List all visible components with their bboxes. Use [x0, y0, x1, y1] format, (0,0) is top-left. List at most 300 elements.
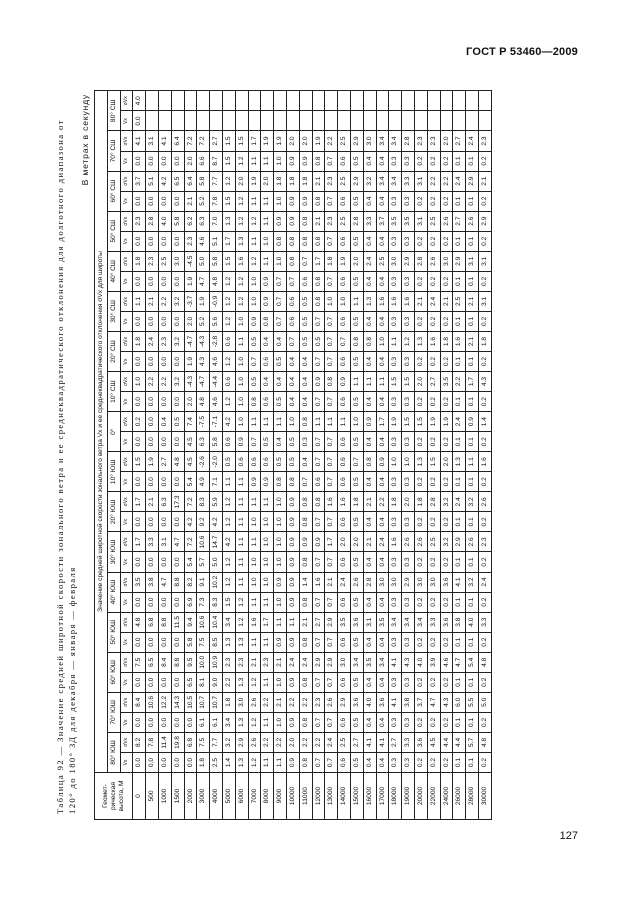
vx-cell: 4.6	[210, 392, 223, 412]
header-row-latitudes	[107, 91, 120, 820]
sigma-vx-cell: 7.4	[184, 412, 197, 432]
sigma-vx-cell: 7.2	[184, 131, 197, 151]
vx-cell: 0.8	[312, 191, 325, 211]
sigma-vx-cell: 2.3	[261, 652, 274, 672]
sigma-vx-cell: 2.8	[402, 131, 415, 151]
vx-cell: 0.5	[261, 432, 274, 452]
table-row	[146, 91, 159, 820]
sigma-vx-cell: 2.2	[158, 291, 171, 311]
sigma-vx-cell: 2.6	[466, 532, 479, 552]
vx-cell: 8.3	[210, 592, 223, 612]
vx-cell: 0.8	[248, 392, 261, 412]
vx-cell: 1.0	[235, 311, 248, 331]
vx-cell: 0.2	[478, 151, 491, 171]
vx-cell: 0.0	[146, 231, 159, 251]
vx-cell: 0.4	[376, 472, 389, 492]
sigma-vx-cell: 5.0	[197, 251, 210, 271]
sigma-vx-cell: 1.1	[235, 572, 248, 592]
empty-cell	[389, 91, 402, 111]
vx-cell: 2.0	[184, 392, 197, 412]
vx-cell: 0.0	[171, 151, 184, 171]
vx-cell: 0.4	[376, 752, 389, 772]
empty-cell	[222, 111, 235, 131]
caption-line-2: 120° до 180° ЗД для декабря — января — февраля	[67, 566, 77, 814]
sigma-vx-cell: 1.5	[389, 372, 402, 392]
vx-cell: 0.2	[440, 151, 453, 171]
sigma-vx-cell: 0.6	[261, 452, 274, 472]
vx-cell: 0.9	[286, 512, 299, 532]
latitude-header: 40° СШ	[107, 251, 120, 291]
vx-cell: 0.1	[466, 632, 479, 652]
sigma-vx-cell: 9.4	[184, 612, 197, 632]
sigma-vx-cell: 4.2	[222, 532, 235, 552]
sigma-vx-cell: 0.2	[133, 412, 146, 432]
vx-cell: 0.2	[414, 352, 427, 372]
vx-cell: 0.2	[440, 231, 453, 251]
vx-cell: 5.0	[210, 552, 223, 572]
vx-cell: 0.7	[312, 512, 325, 532]
sigma-vx-cell: 2.4	[286, 652, 299, 672]
vx-cell: 0.0	[171, 352, 184, 372]
vx-cell: 0.0	[171, 231, 184, 251]
empty-cell	[235, 91, 248, 111]
table-row	[440, 91, 453, 820]
vx-cell: 1.2	[222, 271, 235, 291]
vx-cell: 0.0	[133, 271, 146, 291]
sigma-vx-cell: 1.6	[389, 532, 402, 552]
sigma-vx-cell: 5.8	[197, 171, 210, 191]
vx-cell: 1.2	[222, 311, 235, 331]
vx-cell: 0.6	[338, 191, 351, 211]
vx-cell: 0.1	[466, 592, 479, 612]
vx-cell: 0.5	[350, 712, 363, 732]
sigma-vx-cell: 3.0	[376, 572, 389, 592]
vx-cell: 7.1	[210, 472, 223, 492]
table-row	[414, 91, 427, 820]
vx-cell: 0.1	[453, 432, 466, 452]
vx-cell: 0.8	[261, 311, 274, 331]
empty-cell	[184, 91, 197, 111]
sigma-vx-cell: 10.6	[197, 532, 210, 552]
sigma-vx-cell: 1.5	[133, 452, 146, 472]
latitude-header: 10° ЮШ	[107, 452, 120, 492]
vx-cell: 1.2	[235, 271, 248, 291]
vx-cell: 0.7	[312, 672, 325, 692]
sigma-vx-cell: 2.1	[248, 652, 261, 672]
vx-cell: 1.0	[235, 352, 248, 372]
empty-cell	[338, 111, 351, 131]
sigma-vx-cell: 2.6	[402, 532, 415, 552]
vx-subheader: Vx	[120, 752, 133, 772]
sigma-vx-cell: 6.4	[184, 171, 197, 191]
sigma-vx-cell: 0.6	[248, 452, 261, 472]
vx-cell: 0.9	[286, 552, 299, 572]
sigma-vx-cell: 3.3	[427, 612, 440, 632]
sigma-vx-cell: 2.8	[363, 572, 376, 592]
sigma-vx-cell: 1.8	[414, 492, 427, 512]
sigma-vx-cell: 1.1	[261, 251, 274, 271]
vx-cell: 0.1	[466, 672, 479, 692]
sigma-vx-cell: 3.2	[171, 372, 184, 392]
document-header: ГОСТ Р 53460—2009	[466, 46, 578, 58]
vx-cell: 0.7	[299, 472, 312, 492]
empty-cell	[466, 91, 479, 111]
vx-cell: 0.4	[363, 191, 376, 211]
sigma-vx-cell: 2.0	[414, 372, 427, 392]
sigma-vx-cell: 1.7	[261, 612, 274, 632]
vx-cell: 0.4	[376, 552, 389, 572]
sigma-vx-cell: 1.0	[286, 412, 299, 432]
sigma-vx-cell: 0.4	[261, 372, 274, 392]
height-cell: 6000	[235, 773, 248, 820]
sigma-vx-cell: 3.6	[440, 572, 453, 592]
vx-cell: 0.2	[414, 752, 427, 772]
latitude-header: 80° ЮШ	[107, 732, 120, 772]
vx-cell: 0.4	[376, 432, 389, 452]
latitude-header: 80° СШ	[107, 91, 120, 132]
sigma-vx-subheader: σVx	[120, 131, 133, 151]
height-cell: 5000	[222, 773, 235, 820]
vx-cell: 0.4	[299, 352, 312, 372]
sigma-vx-cell: 0.9	[261, 291, 274, 311]
sigma-vx-subheader: σVx	[120, 572, 133, 592]
vx-cell: 0.7	[325, 712, 338, 732]
sigma-vx-cell: -4.3	[184, 372, 197, 392]
vx-cell: 0.0	[133, 632, 146, 652]
sigma-vx-cell: 3.4	[350, 652, 363, 672]
sigma-vx-cell: 4.0	[414, 652, 427, 672]
vx-cell: 0.0	[146, 472, 159, 492]
sigma-vx-cell: 2.0	[350, 532, 363, 552]
height-cell: 11000	[299, 773, 312, 820]
sigma-vx-cell: 6.5	[146, 652, 159, 672]
vx-cell: 0.4	[376, 231, 389, 251]
sigma-vx-cell: 2.6	[427, 251, 440, 271]
sigma-vx-cell: 2.8	[427, 492, 440, 512]
empty-cell	[248, 111, 261, 131]
vx-cell: 0.7	[325, 191, 338, 211]
table-row	[274, 91, 287, 820]
height-column-header: Геомет-рическая высота, М	[95, 773, 133, 820]
sigma-vx-cell: 2.2	[146, 372, 159, 392]
vx-subheader: Vx	[120, 632, 133, 652]
vx-cell: 1.0	[274, 592, 287, 612]
vx-cell: 0.7	[325, 552, 338, 572]
vx-cell: 0.7	[248, 352, 261, 372]
sigma-vx-cell: 2.9	[312, 652, 325, 672]
empty-cell	[389, 111, 402, 131]
vx-cell: 8.5	[210, 632, 223, 652]
sigma-vx-cell: 0.7	[325, 331, 338, 351]
vx-cell: 1.1	[248, 632, 261, 652]
vx-cell: 0.1	[453, 392, 466, 412]
vx-cell: 0.2	[414, 632, 427, 652]
vx-cell: 1.0	[248, 271, 261, 291]
sigma-vx-cell: 2.2	[299, 732, 312, 752]
sigma-vx-cell: 0.4	[274, 331, 287, 351]
vx-cell: 0.1	[466, 392, 479, 412]
vx-subheader: Vx	[120, 191, 133, 211]
vx-cell: 0.9	[286, 191, 299, 211]
sigma-vx-cell: 5.9	[210, 492, 223, 512]
vx-cell: 0.7	[312, 592, 325, 612]
sigma-vx-cell: 0.9	[466, 412, 479, 432]
vx-cell: 0.3	[402, 311, 415, 331]
sigma-vx-cell: 4.8	[171, 452, 184, 472]
vx-subheader: Vx	[120, 672, 133, 692]
empty-cell	[453, 91, 466, 111]
vx-cell: 0.0	[146, 632, 159, 652]
empty-cell	[325, 91, 338, 111]
table-row	[466, 91, 479, 820]
vx-cell: 0.9	[286, 712, 299, 732]
sigma-vx-cell: 8.3	[197, 492, 210, 512]
sigma-vx-cell: 3.6	[376, 692, 389, 712]
sigma-vx-cell: 1.6	[325, 492, 338, 512]
vx-cell: 0.7	[286, 271, 299, 291]
vx-cell: 5.2	[197, 191, 210, 211]
sigma-vx-cell: 1.9	[338, 251, 351, 271]
sigma-vx-cell: 3.4	[376, 171, 389, 191]
height-cell: 4000	[210, 773, 223, 820]
vx-cell: 0.2	[440, 271, 453, 291]
sigma-vx-cell: 7.2	[184, 492, 197, 512]
sigma-vx-cell: 3.0	[235, 692, 248, 712]
sigma-vx-cell: 1.1	[325, 412, 338, 432]
latitude-header: 60° СШ	[107, 171, 120, 211]
empty-cell	[376, 91, 389, 111]
sigma-vx-subheader: σVx	[120, 532, 133, 552]
sigma-vx-cell: 1.0	[261, 532, 274, 552]
sigma-vx-cell: 4.3	[478, 372, 491, 392]
vx-cell: 0.8	[286, 472, 299, 492]
vx-cell: 1.2	[235, 151, 248, 171]
vx-cell: 0.0	[133, 592, 146, 612]
sigma-vx-cell: 2.7	[350, 732, 363, 752]
vx-cell: 0.1	[466, 432, 479, 452]
sigma-vx-cell: 1.9	[274, 131, 287, 151]
table-row	[402, 91, 415, 820]
height-cell: 10000	[286, 773, 299, 820]
vx-cell: 0.1	[466, 311, 479, 331]
vx-cell: 0.1	[453, 271, 466, 291]
empty-cell	[478, 111, 491, 131]
sigma-vx-cell: 0.8	[350, 331, 363, 351]
sigma-vx-cell: 5.7	[466, 732, 479, 752]
vx-cell: 0.3	[402, 191, 415, 211]
sigma-vx-cell: 2.4	[466, 131, 479, 151]
sigma-vx-cell: 2.5	[338, 171, 351, 191]
sigma-vx-cell: 2.2	[286, 692, 299, 712]
vx-cell: 0.7	[325, 231, 338, 251]
sigma-vx-cell: 0.6	[222, 372, 235, 392]
vx-cell: 0.3	[402, 352, 415, 372]
sigma-vx-cell: 2.2	[158, 372, 171, 392]
sigma-vx-cell: 3.2	[440, 492, 453, 512]
sigma-vx-cell: 1.8	[286, 171, 299, 191]
sigma-vx-cell: 2.3	[478, 532, 491, 552]
sigma-vx-cell: 4.4	[453, 732, 466, 752]
vx-cell: 1.1	[235, 512, 248, 532]
vx-cell: 0.4	[376, 712, 389, 732]
sigma-vx-cell: 1.0	[402, 452, 415, 472]
sigma-vx-cell: 2.4	[376, 532, 389, 552]
vx-cell: 1.2	[248, 672, 261, 692]
sigma-vx-cell: 2.6	[248, 692, 261, 712]
vx-cell: 0.0	[133, 231, 146, 251]
sigma-vx-cell: 1.1	[133, 291, 146, 311]
sigma-vx-cell: 1.7	[325, 532, 338, 552]
vx-cell: 0.0	[158, 311, 171, 331]
sigma-vx-cell: 1.7	[466, 372, 479, 392]
empty-cell	[478, 91, 491, 111]
empty-cell	[402, 111, 415, 131]
empty-cell	[197, 111, 210, 131]
sigma-vx-cell: -2.0	[210, 452, 223, 472]
empty-cell	[466, 111, 479, 131]
sigma-vx-cell: 1.5	[402, 372, 415, 392]
sigma-vx-cell: 1.8	[325, 251, 338, 271]
sigma-vx-cell: 2.4	[453, 492, 466, 512]
sigma-vx-cell: 2.3	[427, 131, 440, 151]
vx-cell: 0.3	[389, 191, 402, 211]
vx-cell: 0.2	[414, 432, 427, 452]
vx-cell: 0.4	[363, 151, 376, 171]
vx-subheader: Vx	[120, 231, 133, 251]
vx-cell: 0.6	[338, 712, 351, 732]
sigma-vx-cell: 1.0	[248, 572, 261, 592]
sigma-vx-cell: 1.0	[235, 372, 248, 392]
sigma-vx-cell: 1.3	[453, 452, 466, 472]
vx-cell: 0.0	[158, 512, 171, 532]
sigma-vx-cell: 2.1	[299, 612, 312, 632]
sigma-vx-cell: 1.8	[274, 171, 287, 191]
sigma-vx-cell: 3.1	[363, 612, 376, 632]
vx-cell: 0.0	[146, 672, 159, 692]
vx-cell: 1.1	[261, 632, 274, 652]
sigma-vx-cell: 2.1	[146, 492, 159, 512]
vx-cell: 0.2	[440, 752, 453, 772]
vx-cell: 0.6	[312, 472, 325, 492]
vx-cell: 0.2	[478, 552, 491, 572]
sigma-vx-cell: 3.4	[402, 612, 415, 632]
vx-cell: 0.2	[440, 672, 453, 692]
sigma-vx-cell: 3.7	[414, 692, 427, 712]
sigma-vx-cell: 3.6	[414, 732, 427, 752]
vx-cell: 0.8	[274, 231, 287, 251]
vx-cell: 0.1	[466, 271, 479, 291]
sigma-vx-cell: 0.8	[286, 251, 299, 271]
sigma-vx-subheader: σVx	[120, 732, 133, 752]
sigma-vx-cell: 1.6	[248, 612, 261, 632]
vx-cell: 0.5	[350, 672, 363, 692]
sigma-vx-cell: 3.8	[146, 572, 159, 592]
vx-cell: 1.0	[248, 552, 261, 572]
sigma-vx-cell: 1.2	[222, 291, 235, 311]
sigma-vx-cell: 1.6	[235, 251, 248, 271]
sigma-vx-cell: 10.6	[146, 692, 159, 712]
vx-cell: 0.2	[478, 271, 491, 291]
vx-subheader: Vx	[120, 392, 133, 412]
sigma-vx-cell: 1.1	[376, 372, 389, 392]
vx-cell: 0.8	[299, 592, 312, 612]
sigma-vx-cell: -4.5	[184, 251, 197, 271]
sigma-vx-cell: 2.6	[350, 572, 363, 592]
vx-cell: 1.0	[274, 512, 287, 532]
sigma-vx-cell: 1.1	[248, 492, 261, 512]
sigma-vx-cell: 2.0	[350, 251, 363, 271]
wind-data-table	[94, 90, 492, 820]
vx-cell: 1.1	[261, 712, 274, 732]
table-row	[248, 91, 261, 820]
sigma-vx-cell: 4.2	[158, 171, 171, 191]
sigma-vx-cell: 4.7	[158, 572, 171, 592]
sigma-vx-cell: 3.1	[146, 131, 159, 151]
vx-cell: 0.0	[158, 231, 171, 251]
vx-cell: 0.4	[363, 311, 376, 331]
sigma-vx-cell: 2.0	[286, 131, 299, 151]
vx-cell: 1.5	[222, 191, 235, 211]
vx-cell: 0.5	[350, 311, 363, 331]
vx-cell: 0.1	[453, 592, 466, 612]
vx-cell: 0.1	[466, 352, 479, 372]
sigma-vx-cell: 1.0	[248, 291, 261, 311]
sigma-vx-cell: 3.2	[222, 732, 235, 752]
sigma-vx-cell: 1.2	[235, 612, 248, 632]
sigma-vx-cell: 1.8	[222, 692, 235, 712]
sigma-vx-cell: 4.0	[158, 211, 171, 231]
sigma-vx-cell: 1.2	[248, 251, 261, 271]
vx-cell: 1.9	[184, 352, 197, 372]
height-cell: 20000	[414, 773, 427, 820]
sigma-vx-cell: 1.1	[235, 492, 248, 512]
sigma-vx-cell: 2.3	[325, 171, 338, 191]
sigma-vx-cell: 2.2	[261, 692, 274, 712]
sigma-vx-cell: 3.4	[376, 131, 389, 151]
sigma-vx-cell: 2.9	[402, 251, 415, 271]
vx-cell: 0.7	[312, 632, 325, 652]
vx-subheader: Vx	[120, 712, 133, 732]
vx-cell: 0.7	[325, 512, 338, 532]
sigma-vx-cell: 1.2	[402, 331, 415, 351]
vx-cell: 0.2	[440, 311, 453, 331]
vx-cell: 1.3	[235, 231, 248, 251]
vx-cell: 0.8	[299, 672, 312, 692]
vx-cell: 0.2	[427, 392, 440, 412]
sigma-vx-cell: 1.6	[453, 331, 466, 351]
vx-cell: 0.7	[248, 432, 261, 452]
vx-cell: 0.5	[350, 271, 363, 291]
vx-cell: 0.4	[274, 432, 287, 452]
sigma-vx-cell: 0.9	[376, 452, 389, 472]
vx-cell: 0.2	[440, 632, 453, 652]
sigma-vx-cell: 1.9	[440, 412, 453, 432]
vx-cell: 0.0	[133, 311, 146, 331]
sigma-vx-cell: 6.8	[146, 612, 159, 632]
empty-cell	[171, 111, 184, 131]
vx-subheader: Vx	[120, 472, 133, 492]
sigma-vx-cell: 3.1	[414, 211, 427, 231]
sigma-vx-cell: 2.2	[440, 171, 453, 191]
vx-cell: 0.7	[325, 632, 338, 652]
vx-cell: 0.9	[286, 752, 299, 772]
vx-cell: 0.1	[466, 512, 479, 532]
vx-cell: 0.2	[427, 352, 440, 372]
vx-cell: 0.0	[146, 432, 159, 452]
vx-cell: 0.3	[389, 512, 402, 532]
vx-cell: 0.9	[248, 311, 261, 331]
sigma-vx-cell: 9.5	[184, 652, 197, 672]
